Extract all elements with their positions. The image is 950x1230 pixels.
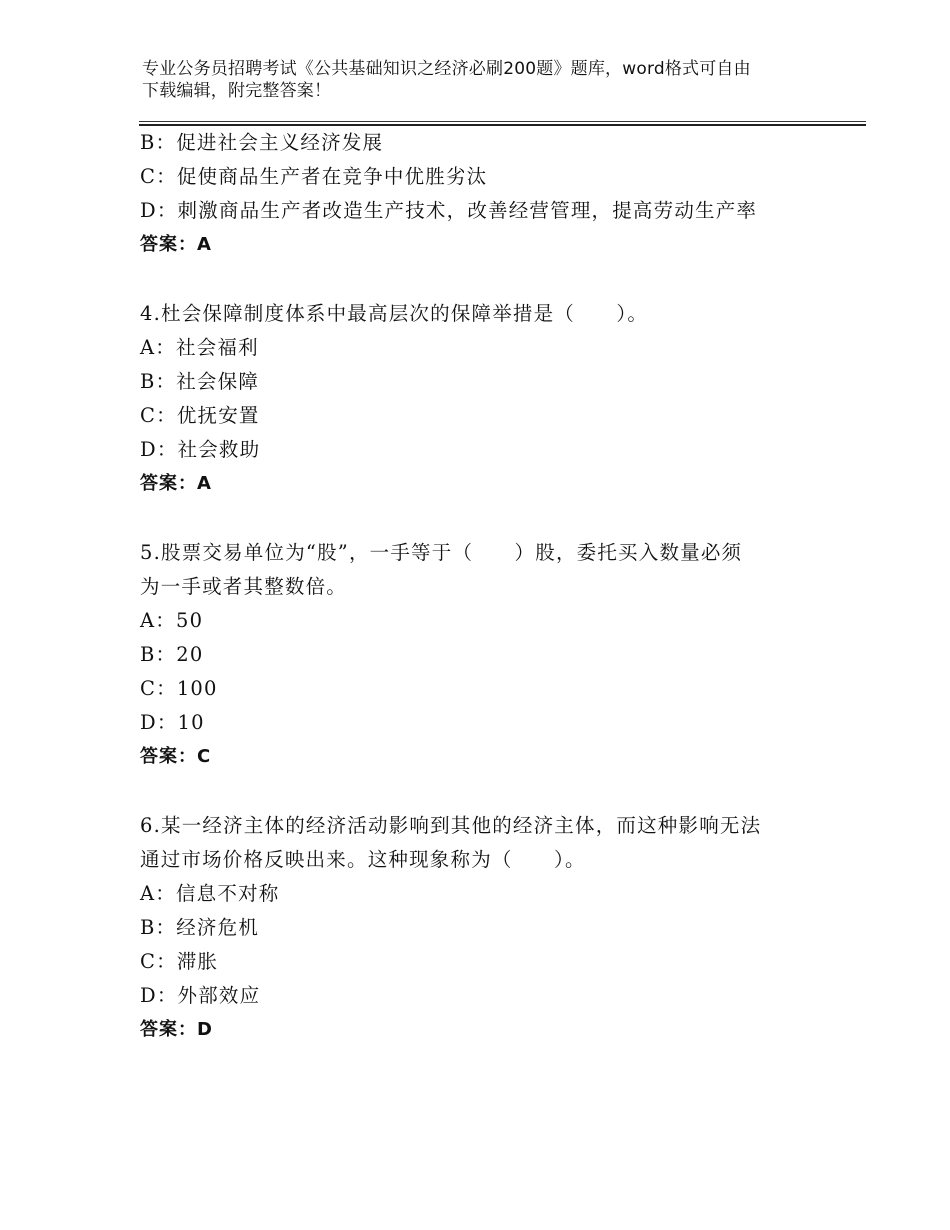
option-a: A：信息不对称 <box>140 882 280 905</box>
answer-line: 答案：C <box>140 746 212 767</box>
option-c: C：优抚安置 <box>140 404 260 427</box>
answer-line: 答案：A <box>140 234 212 255</box>
question-text-continued: 通过市场价格反映出来。这种现象称为（ ）。 <box>140 848 586 871</box>
spacer <box>140 262 840 297</box>
question-content <box>140 126 840 1047</box>
question-text-continued: 为一手或者其整数倍。 <box>140 575 348 598</box>
option-b: B：促进社会主义经济发展 <box>140 131 384 154</box>
question-text: 5.股票交易单位为“股”，一手等于（ ）股，委托买入数量必须 <box>140 541 743 564</box>
spacer <box>140 501 840 536</box>
option-c: C：100 <box>140 677 218 700</box>
question-4 <box>140 297 840 501</box>
answer-line: 答案：A <box>140 473 212 494</box>
question-3-continued <box>140 126 840 262</box>
answer-line: 答案：D <box>140 1019 213 1040</box>
header-divider-thin <box>139 121 866 122</box>
option-d: D：刺激商品生产者改造生产技术，改善经营管理，提高劳动生产率 <box>140 199 758 222</box>
header-line-2: 下载编辑，附完整答案！ <box>142 81 332 101</box>
header-line-1: 专业公务员招聘考试《公共基础知识之经济必刷200题》题库，word格式可自由 <box>142 59 751 79</box>
question-text: 6.某一经济主体的经济活动影响到其他的经济主体，而这种影响无法 <box>140 814 762 837</box>
spacer <box>140 774 840 809</box>
option-d: D：外部效应 <box>140 984 261 1007</box>
option-b: B：社会保障 <box>140 370 260 393</box>
option-c: C：滞胀 <box>140 950 219 973</box>
document-header <box>142 58 822 102</box>
option-a: A：50 <box>140 609 204 632</box>
option-d: D：社会救助 <box>140 438 261 461</box>
question-5 <box>140 536 840 774</box>
option-b: B：经济危机 <box>140 916 260 939</box>
option-a: A：社会福利 <box>140 336 259 359</box>
question-6 <box>140 809 840 1047</box>
option-b: B：20 <box>140 643 204 666</box>
question-text: 4.杜会保障制度体系中最高层次的保障举措是（ ）。 <box>140 302 649 325</box>
option-c: C：促使商品生产者在竞争中优胜劣汰 <box>140 165 488 188</box>
option-d: D：10 <box>140 711 205 734</box>
